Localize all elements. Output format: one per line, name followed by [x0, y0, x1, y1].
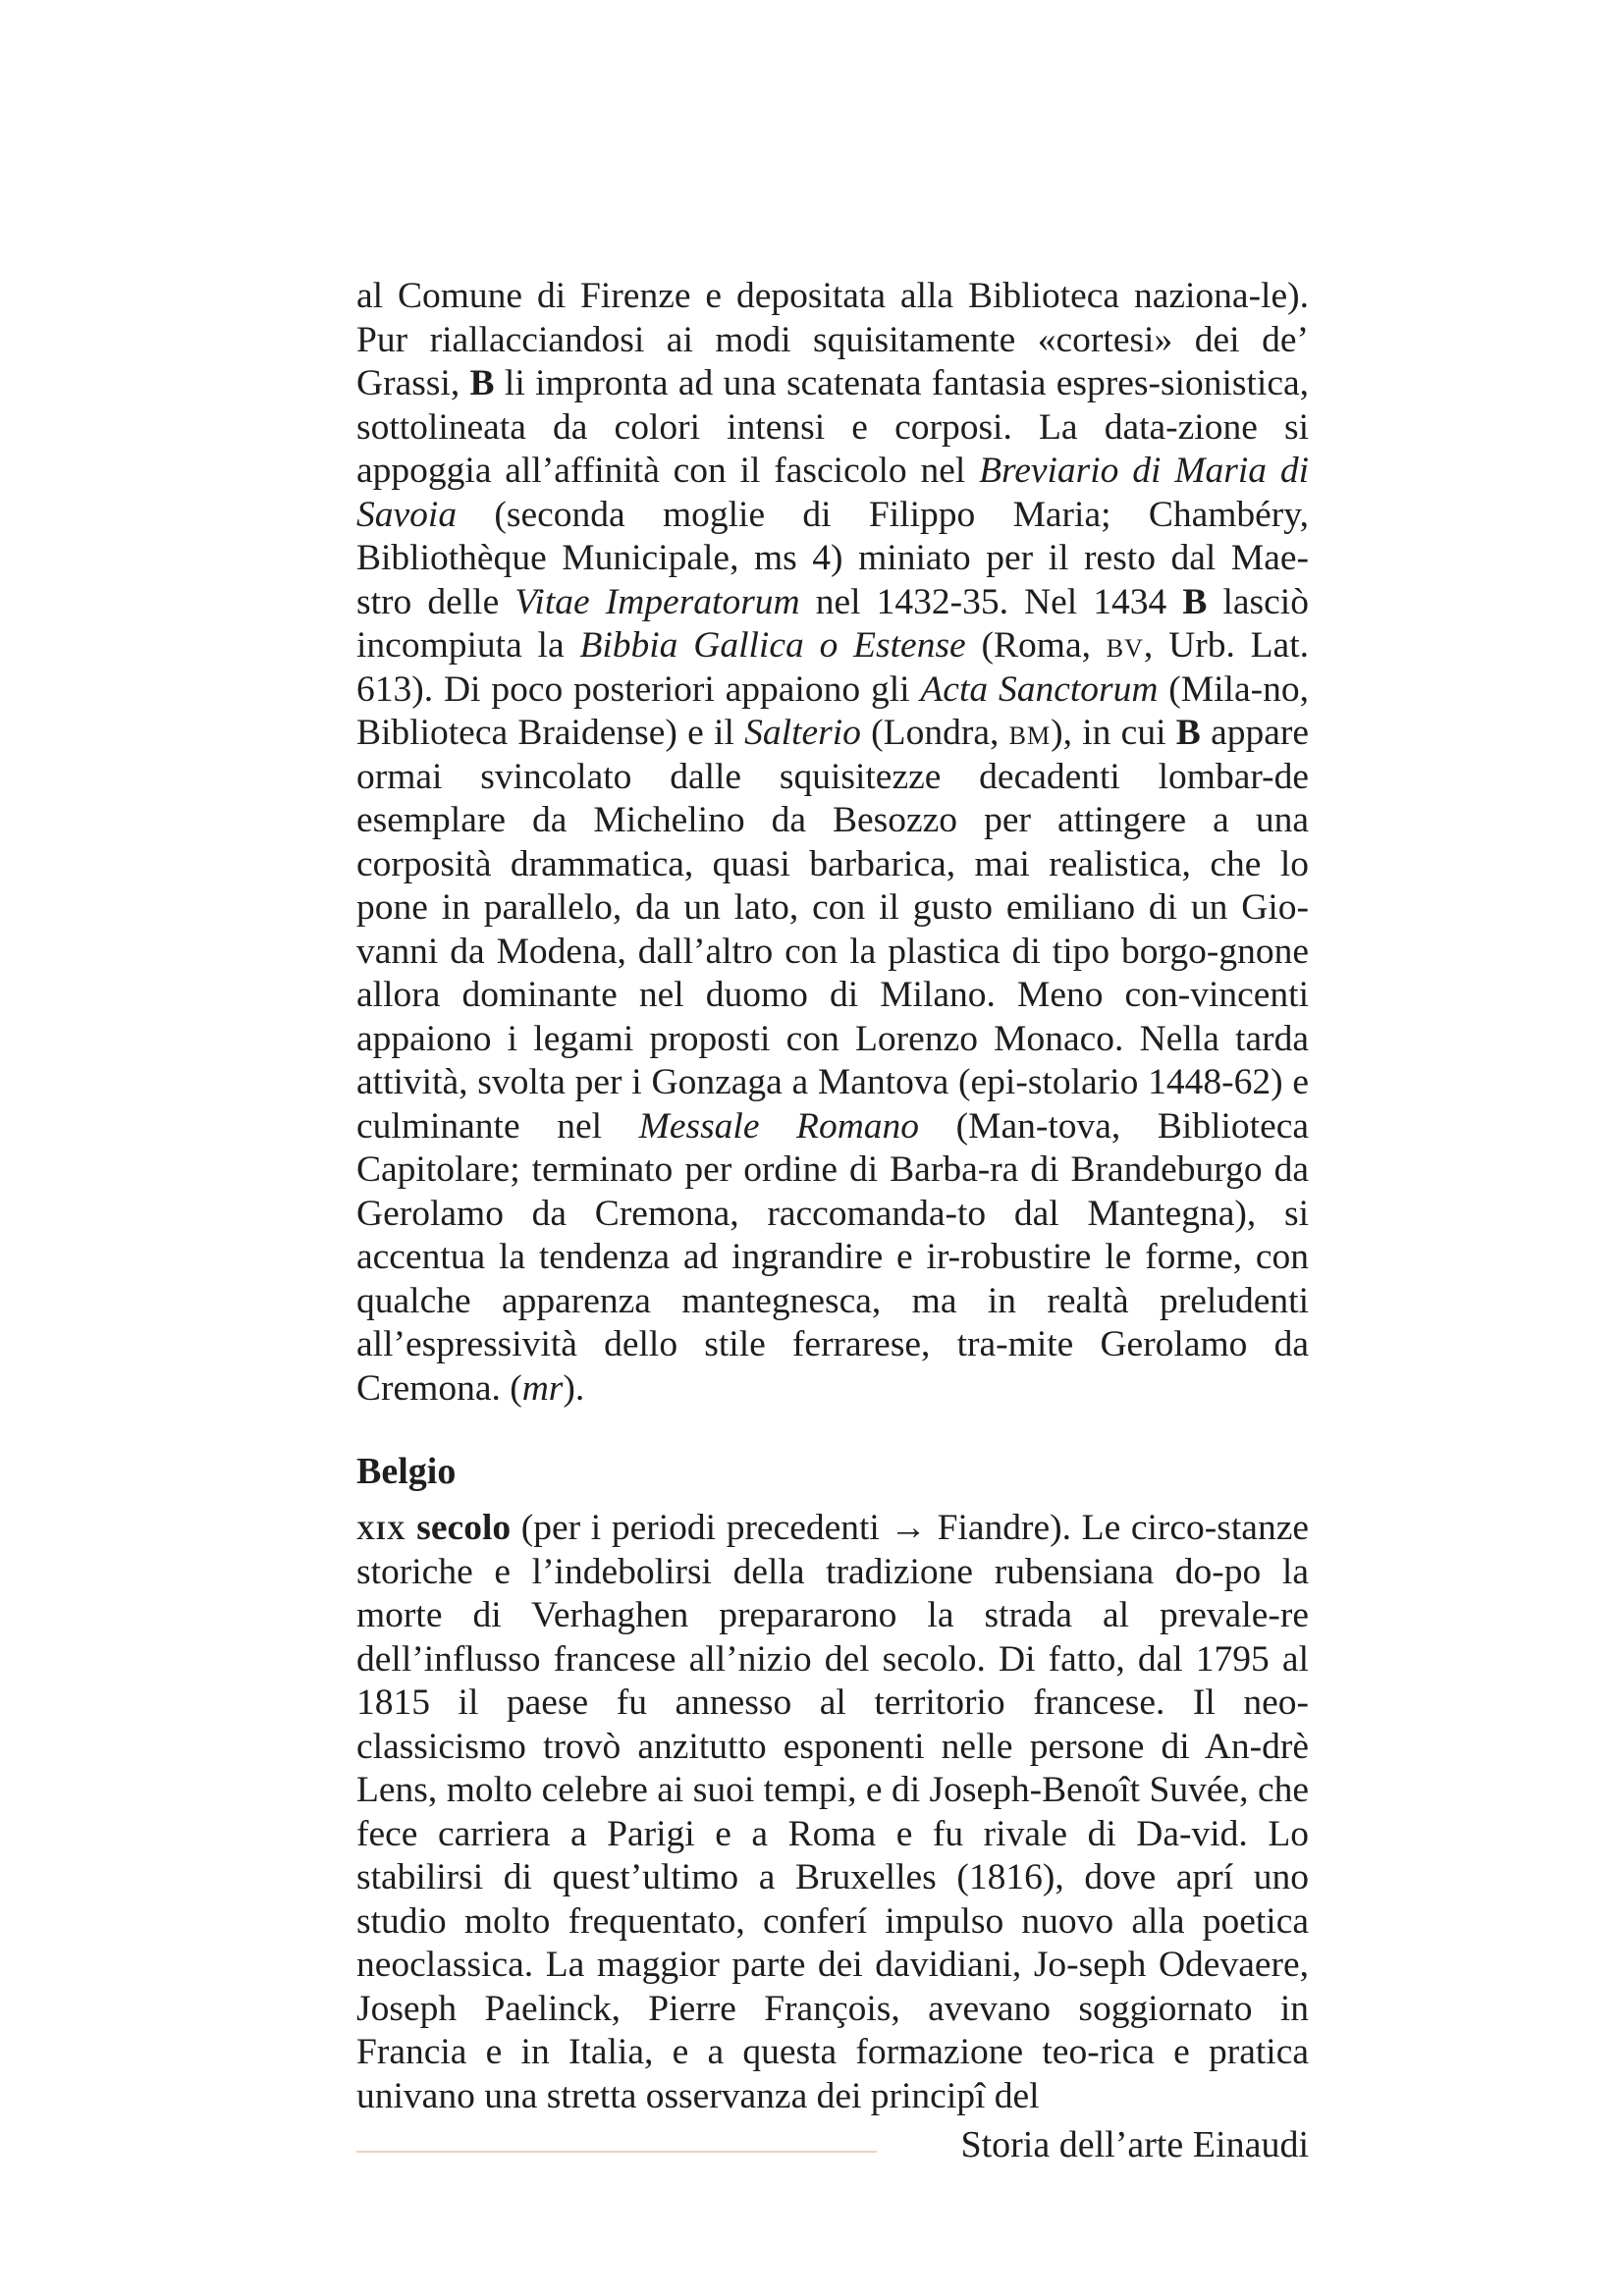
entry-head [356, 1508, 511, 1548]
entry-head-word: secolo [406, 1508, 512, 1548]
text-run: ), in cui [1051, 713, 1176, 753]
text-run: nel 1432-35. Nel 1434 [799, 581, 1183, 622]
text-run: (Man-tova, Biblioteca Capitolare; terminato per ordine di Barba-ra di Brandeburgo da Gerolamo da Cremona, raccomanda-to dal Mantegna), si accentua la tendenza ad ingrandire e ir-robustire le forme, con qualche apparenza mantegnesca, ma in realtà preludenti all’espressività dello stile ferrarese, tra-mite Gerolamo da Cremona. ( [356, 1105, 1310, 1409]
text-run: (Roma, [965, 625, 1107, 666]
footer-title: Storia dell’arte Einaudi [960, 2124, 1309, 2165]
text-run: , Urb. Lat. 613). Di poco posteriori appaiono gli [356, 625, 1309, 710]
work-title: Bibbia Gallica o Estense [579, 625, 966, 666]
text-run: ). [563, 1367, 585, 1409]
century-numeral: xix [356, 1508, 406, 1548]
text-run: Fiandre). Le circo-stanze storiche e l’indebolirsi della tradizione rubensiana do-po la morte di Verhaghen prepararono la strada al prevale-re dell’influsso francese all’nizio del secolo. Di fatto, dal 1795 al 1815 il paese fu annesso al territorio francese. Il neo-classicismo trovò anzitutto esponenti nelle persone di An-drè Lens, molto celebre ai suoi tempi, e di Joseph-Benoît Suvée, che fece carriera a Parigi e a Roma e fu rivale di Da-vid. Lo stabilirsi di quest’ultimo a Bruxelles (1816), dove aprí uno studio molto frequentato, conferí impulso nuovo alla poetica neoclassica. La maggior parte dei davidiani, Jo-seph Odevaere, Joseph Paelinck, Pierre François, avevano soggiornato in Francia e in Italia, e a questa formazione teo-rica e pratica univano una stretta osservanza dei principî del [356, 1508, 1309, 2116]
paragraph-miniaturist-entry [356, 275, 1309, 1411]
abbreviation: bm [1008, 713, 1052, 753]
text-run: (seconda moglie di Filippo Maria; Chambéry, Bibliothèque Municipale, ms 4) miniato per il resto dal Mae-stro delle [356, 494, 1309, 622]
text-run: li impronta ad una scatenata fantasia espres-sionistica, sottolineata da colori intensi e corposi. La data-zione si appoggia all’affinità con il fascicolo nel [356, 363, 1309, 491]
artist-initial: B [1175, 713, 1201, 753]
text-run: (Londra, [860, 713, 1009, 753]
footer-rule [356, 2151, 877, 2153]
text-run: (per i periodi precedenti [511, 1508, 891, 1548]
text-run: appare ormai svincolato dalle squisitezze decadenti lombar-de esemplare da Michelino da Besozzo per attingere a una corposità drammatica, quasi barbarica, mai realistica, che lo pone in parallelo, da un lato, con il gusto emiliano di un Gio-vanni da Modena, dall’altro con la plastica di tipo borgo-gnone allora dominante nel duomo di Milano. Meno con-vincenti appaiono i legami proposti con Lorenzo Monaco. Nella tarda attività, svolta per i Gonzaga a Mantova (epi-stolario 1448-62) e culminante nel [356, 713, 1309, 1147]
artist-initial: B [469, 363, 495, 403]
work-title: Acta Sanctorum [920, 668, 1159, 710]
work-title: Breviario di Maria di Savoia [356, 451, 1309, 535]
work-title: Messale Romano [638, 1105, 920, 1147]
artist-initial: B [1182, 581, 1208, 622]
work-title: Salterio [744, 713, 861, 753]
section-heading: Belgio [356, 1451, 457, 1492]
text-run: al Comune di Firenze e depositata alla Biblioteca naziona-le). Pur riallacciandosi ai modi squisitamente «cortesi» dei de’ Grassi, [356, 276, 1309, 403]
text-run: lasciò incompiuta la [356, 581, 1309, 666]
author-initials: mr [521, 1367, 564, 1409]
paragraph-belgium-entry [356, 1507, 1309, 2118]
work-title: Vitae Imperatorum [514, 581, 800, 622]
abbreviation: bv [1106, 625, 1144, 666]
arrow-icon: → [890, 1508, 927, 1548]
text-run: (Mila-no, Biblioteca Braidense) e il [356, 668, 1309, 753]
page-body [356, 275, 1309, 2118]
